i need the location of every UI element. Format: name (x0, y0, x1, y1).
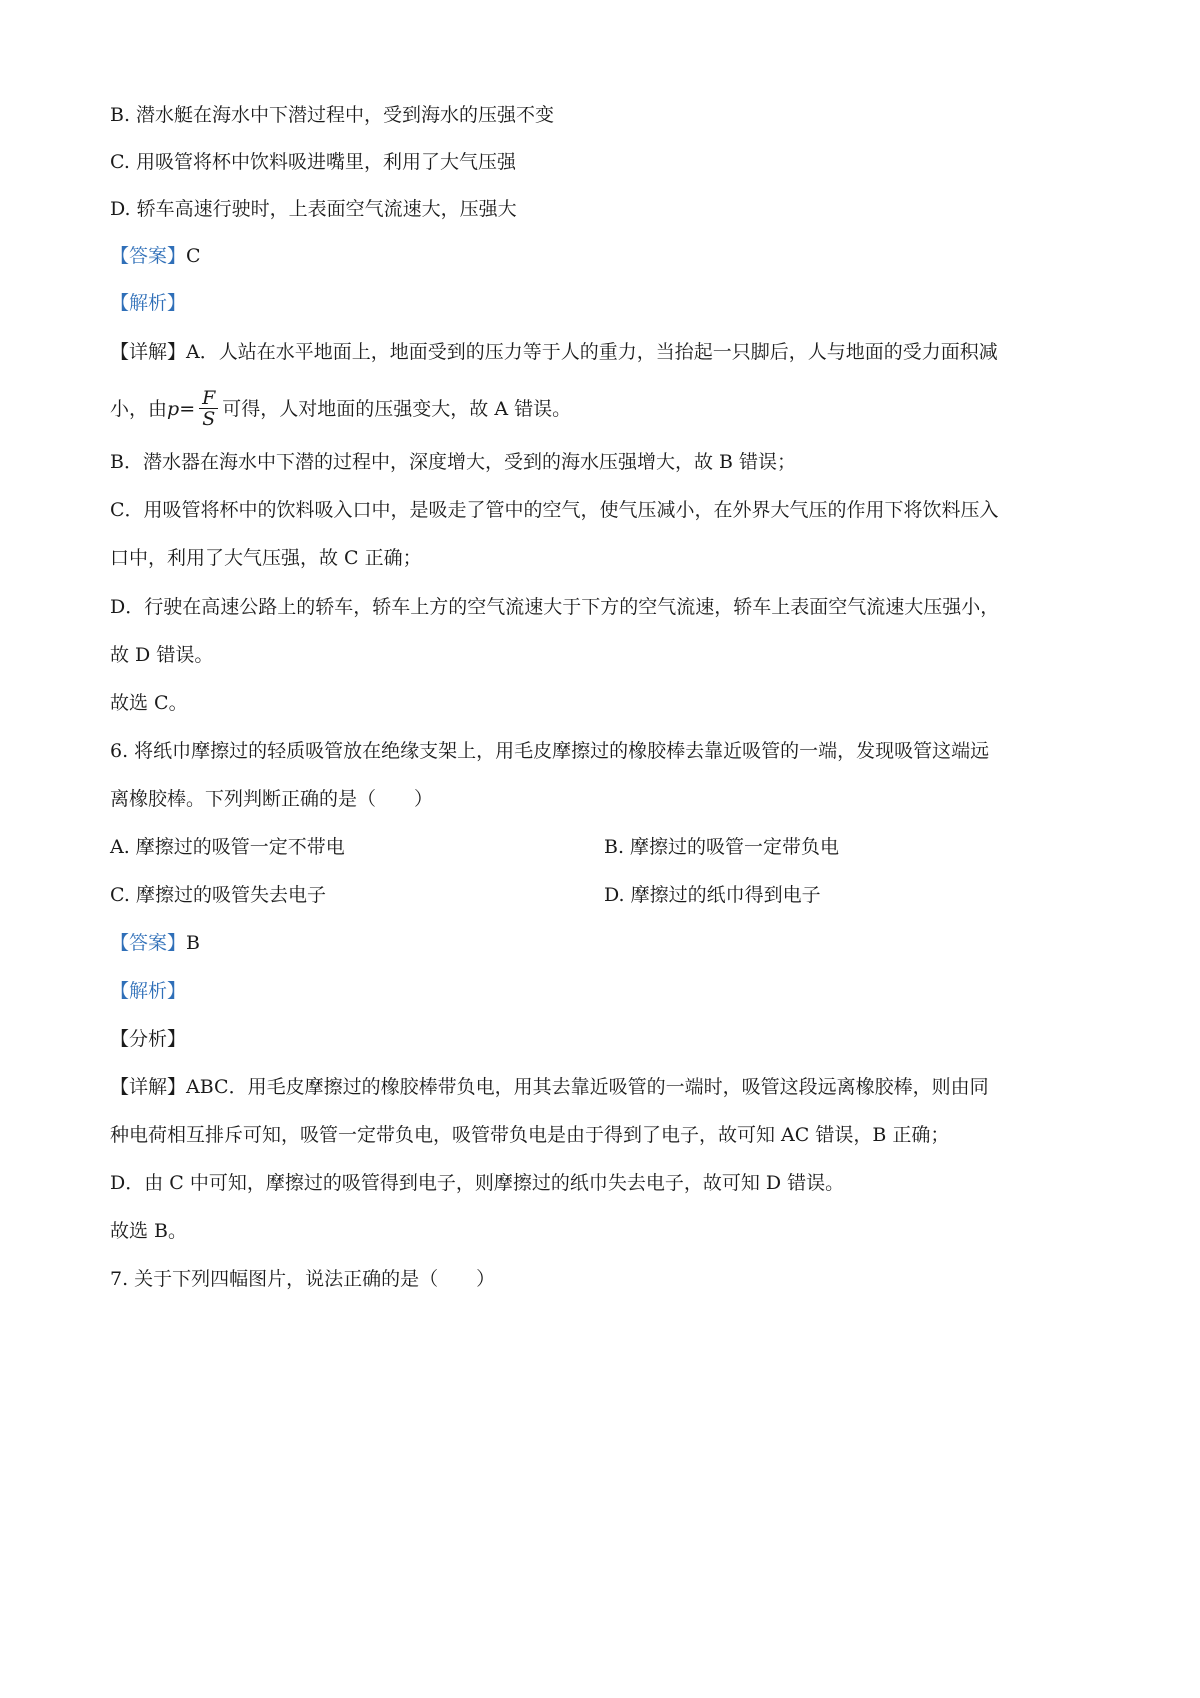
q5-detail-d-line2: 故 D 错误。 (110, 644, 214, 666)
q6-option-a: A. 摩擦过的吸管一定不带电 (110, 836, 345, 858)
q6-option-b: B. 摩擦过的吸管一定带负电 (604, 836, 840, 858)
detail-a-prefix: 小，由 (110, 398, 168, 420)
pressure-formula-fraction (199, 388, 218, 429)
q6-detail-line2: 种电荷相互排斥可知，吸管一定带负电，吸管带负电是由于得到了电子，故可知 AC 错误，B 正确； (110, 1124, 950, 1146)
formula-denominator: S (202, 407, 216, 430)
detail-a-suffix: 可得，人对地面的压强变大，故 A 错误。 (222, 398, 572, 420)
q6-option-c: C. 摩擦过的吸管失去电子 (110, 884, 326, 906)
q6-conclusion: 故选 B。 (110, 1220, 188, 1242)
q6-options-row2 (110, 880, 1100, 910)
q6-stem-line1: 6. 将纸巾摩擦过的轻质吸管放在绝缘支架上，用毛皮摩擦过的橡胶棒去靠近吸管的一端，发现吸管这端远 (110, 740, 990, 762)
q5-detail-d-line1: D．行驶在高速公路上的轿车，轿车上方的空气流速大于下方的空气流速，轿车上表面空气流速大压强小， (110, 596, 1000, 618)
q5-conclusion: 故选 C。 (110, 692, 188, 714)
q5-detail-c-line1: C．用吸管将杯中的饮料吸入口中，是吸走了管中的空气，使气压减小，在外界大气压的作用下将饮料压入 (110, 499, 999, 521)
q6-options-row1 (110, 832, 1100, 862)
q6-fenxi-heading: 【分析】 (110, 1028, 187, 1050)
q6-detail-d: D．由 C 中可知，摩擦过的吸管得到电子，则摩擦过的纸巾失去电子，故可知 D 错误。 (110, 1172, 845, 1194)
answer-label: 【答案】 (110, 245, 187, 267)
formula-numerator: F (199, 388, 218, 409)
q6-stem-line2: 离橡胶棒。下列判断正确的是（ ） (110, 788, 434, 810)
analysis-label: 【解析】 (110, 292, 187, 314)
q5-analysis-heading (110, 288, 1100, 318)
formula-variable: p (167, 398, 180, 420)
answer-value: B (186, 932, 200, 954)
q5-detail-a-line2 (110, 386, 1100, 430)
q5-detail-c-line2: 口中，利用了大气压强，故 C 正确； (110, 547, 422, 569)
q7-stem: 7. 关于下列四幅图片，说法正确的是（ ） (110, 1268, 496, 1290)
answer-value: C (186, 245, 201, 267)
answer-label: 【答案】 (110, 932, 187, 954)
q6-answer (110, 928, 1100, 958)
q5-option-c: C. 用吸管将杯中饮料吸进嘴里，利用了大气压强 (110, 151, 516, 173)
q5-option-d: D. 轿车高速行驶时，上表面空气流速大，压强大 (110, 198, 517, 220)
q6-analysis-heading (110, 976, 1100, 1006)
q5-detail-a-line1: 【详解】A．人站在水平地面上，地面受到的压力等于人的重力，当抬起一只脚后，人与地面的受力面积减 (110, 341, 998, 363)
q6-option-d: D. 摩擦过的纸巾得到电子 (604, 884, 821, 906)
q5-detail-b: B．潜水器在海水中下潜的过程中，深度增大，受到的海水压强增大，故 B 错误； (110, 451, 797, 473)
q5-answer (110, 241, 1100, 271)
q5-option-b: B. 潜水艇在海水中下潜过程中，受到海水的压强不变 (110, 104, 555, 126)
q6-detail-line1: 【详解】ABC．用毛皮摩擦过的橡胶棒带负电，用其去靠近吸管的一端时，吸管这段远离橡胶棒，则由同 (110, 1076, 989, 1098)
analysis-label: 【解析】 (110, 980, 187, 1002)
formula-equals: = (179, 398, 196, 420)
